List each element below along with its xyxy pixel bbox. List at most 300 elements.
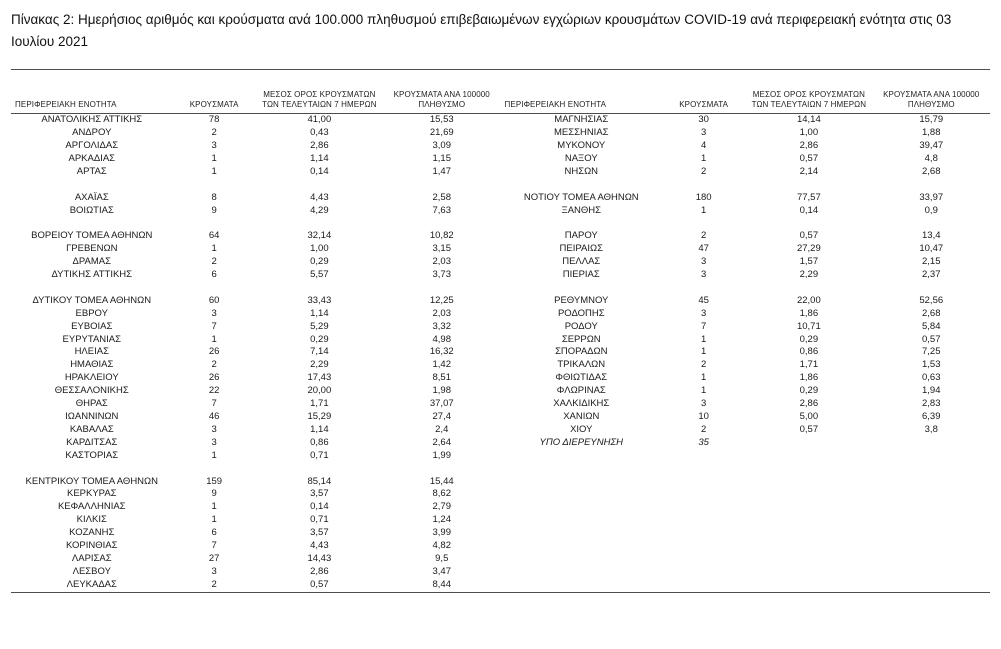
cell-avg7: 1,00 — [799, 127, 819, 139]
cell-avg7: 3,57 — [310, 488, 329, 500]
cell-cases: 35 — [698, 436, 709, 448]
table-row — [501, 385, 991, 398]
cell-cases: 2 — [211, 256, 217, 268]
col-header-region: ΠΕΡΙΦΕΡΕΙΑΚΗ ΕΝΟΤΗΤΑ — [504, 100, 607, 110]
col-header-avg7: ΜΕΣΟΣ ΟΡΟΣ ΚΡΟΥΣΜΑΤΩΝ ΤΩΝ ΤΕΛΕΥΤΑΙΩΝ 7 ΗΜΕΡΩΝ — [262, 90, 377, 110]
cell-cases: 26 — [208, 372, 220, 384]
table-row — [11, 334, 501, 347]
cell-region: ΠΕΛΛΑΣ — [562, 256, 601, 268]
cell-cases: 2 — [211, 578, 217, 590]
cell-avg7: 2,86 — [799, 398, 819, 410]
cell-region: ΑΝΔΡΟΥ — [72, 127, 112, 139]
cell-cases: 1 — [211, 152, 217, 164]
cell-region: ΒΟΡΕΙΟΥ ΤΟΜΕΑ ΑΘΗΝΩΝ — [31, 230, 153, 242]
cell-avg7: 0,29 — [310, 256, 329, 268]
cell-per100k: 4,98 — [432, 333, 451, 345]
table-spacer-row — [11, 282, 501, 295]
cell-avg7: 2,86 — [310, 140, 329, 151]
cell-per100k: 7,25 — [922, 346, 941, 358]
cell-avg7: 4,43 — [310, 540, 329, 552]
table-header-row — [11, 70, 990, 114]
table-row — [501, 321, 991, 334]
cell-avg7: 0,14 — [799, 204, 819, 216]
table-row — [11, 230, 501, 243]
cell-region: ΧΙΟΥ — [570, 423, 593, 435]
cell-per100k: 3,99 — [432, 527, 451, 539]
cell-per100k: 12,25 — [429, 294, 454, 306]
cell-cases: 1 — [700, 385, 707, 397]
cell-per100k: 2,4 — [435, 423, 449, 435]
table-row — [11, 192, 501, 205]
cell-per100k: 3,47 — [432, 565, 451, 577]
cell-per100k: 1,94 — [922, 385, 941, 397]
table-row — [11, 346, 501, 359]
cell-region: ΚΑΡΔΙΤΣΑΣ — [66, 436, 118, 448]
cell-region: ΚΑΒΑΛΑΣ — [69, 423, 114, 435]
table-row — [501, 127, 991, 140]
cell-avg7: 0,86 — [310, 436, 329, 448]
table-row — [11, 114, 501, 127]
cell-per100k: 1,47 — [432, 165, 451, 177]
table-row — [11, 527, 501, 540]
cell-avg7: 1,71 — [310, 398, 329, 410]
cell-cases: 159 — [206, 475, 223, 487]
cell-per100k: 3,15 — [432, 243, 451, 255]
cell-avg7: 0,14 — [310, 501, 329, 513]
cell-avg7: 0,57 — [310, 578, 329, 590]
cell-avg7: 0,71 — [310, 449, 329, 461]
cell-region — [11, 179, 173, 192]
cell-cases: 6 — [211, 527, 217, 539]
cell-avg7: 7,14 — [310, 346, 329, 358]
cell-region: ΗΜΑΘΙΑΣ — [70, 359, 114, 371]
table-row — [11, 437, 501, 450]
table-row — [11, 450, 501, 463]
cell-per100k: 2,64 — [432, 436, 451, 448]
cell-region — [11, 463, 173, 476]
cell-avg7: 0,57 — [799, 152, 819, 164]
table-row — [11, 308, 501, 321]
cell-avg7: 15,29 — [307, 410, 332, 422]
cell-avg7: 14,14 — [796, 114, 821, 126]
table-row — [11, 243, 501, 256]
cell-cases: 3 — [211, 423, 217, 435]
table-row — [501, 359, 991, 372]
table-spacer-row — [501, 282, 991, 295]
cell-region: ΒΟΙΩΤΙΑΣ — [69, 204, 114, 216]
cell-avg7: 2,29 — [310, 359, 329, 371]
cell-per100k: 2,68 — [922, 165, 941, 177]
cell-cases: 3 — [211, 307, 217, 319]
cell-per100k: 27,4 — [432, 410, 451, 422]
cell-avg7 — [745, 437, 872, 450]
cell-cases: 3 — [700, 127, 707, 139]
cell-per100k: 1,88 — [922, 127, 941, 139]
cell-per100k: 9,5 — [435, 552, 449, 564]
cell-region: ΕΒΡΟΥ — [75, 307, 108, 319]
table-row — [11, 269, 501, 282]
cell-per100k: 2,58 — [432, 191, 451, 203]
cell-cases: 9 — [211, 488, 217, 500]
cell-avg7: 14,43 — [307, 552, 332, 564]
cell-region: ΔΥΤΙΚΗΣ ΑΤΤΙΚΗΣ — [51, 269, 133, 281]
cell-per100k: 10,47 — [919, 243, 944, 255]
cell-cases — [662, 282, 745, 295]
table-row — [11, 385, 501, 398]
covid-regional-table — [11, 69, 990, 592]
table-row — [11, 540, 501, 553]
cell-region — [501, 217, 663, 230]
cell-region: ΑΧΑΪΑΣ — [74, 191, 109, 203]
cell-region: ΧΑΝΙΩΝ — [563, 410, 600, 422]
cell-cases: 1 — [700, 333, 707, 345]
cell-cases: 60 — [208, 294, 220, 306]
cell-region: ΔΡΑΜΑΣ — [72, 256, 111, 268]
cell-per100k: 1,42 — [432, 359, 451, 371]
cell-region: ΔΥΤΙΚΟΥ ΤΟΜΕΑ ΑΘΗΝΩΝ — [32, 294, 152, 306]
table-row — [11, 127, 501, 140]
cell-avg7: 27,29 — [796, 243, 821, 255]
table-row — [501, 437, 991, 450]
table-row — [11, 411, 501, 424]
table-row — [11, 256, 501, 269]
cell-per100k: 1,98 — [432, 385, 451, 397]
cell-cases: 26 — [208, 346, 220, 358]
cell-region: ΣΕΡΡΩΝ — [561, 333, 601, 345]
cell-avg7: 0,29 — [799, 333, 819, 345]
cell-region: ΝΗΣΩΝ — [564, 165, 599, 177]
cell-cases: 2 — [700, 165, 707, 177]
cell-per100k: 15,53 — [429, 114, 454, 126]
table-spacer-row — [11, 217, 501, 230]
table-row — [11, 553, 501, 566]
table-row — [501, 230, 991, 243]
cell-avg7: 0,57 — [799, 230, 819, 242]
cell-region: ΞΑΝΘΗΣ — [561, 204, 602, 216]
cell-avg7: 1,86 — [799, 307, 819, 319]
cell-region: ΛΕΣΒΟΥ — [72, 565, 111, 577]
cell-region: ΛΑΡΙΣΑΣ — [71, 552, 112, 564]
cell-avg7: 3,57 — [310, 527, 329, 539]
cell-per100k: 0,9 — [924, 204, 938, 216]
col-header-cases: ΚΡΟΥΣΜΑΤΑ — [189, 100, 239, 110]
cell-cases: 1 — [211, 333, 217, 345]
cell-avg7: 0,14 — [310, 165, 329, 177]
cell-per100k — [873, 217, 991, 230]
table-row — [501, 398, 991, 411]
cell-avg7 — [745, 282, 872, 295]
cell-avg7: 1,14 — [310, 423, 329, 435]
cell-avg7: 32,14 — [307, 230, 332, 242]
cell-per100k: 39,47 — [919, 140, 944, 151]
cell-per100k: 15,44 — [429, 475, 454, 487]
cell-per100k: 1,99 — [432, 449, 451, 461]
table-row — [11, 359, 501, 372]
cell-cases: 9 — [211, 204, 217, 216]
table-spacer-row — [11, 179, 501, 192]
table-row — [501, 346, 991, 359]
cell-region: ΜΑΓΝΗΣΙΑΣ — [554, 114, 609, 126]
cell-region: ΡΟΔΟΥ — [564, 320, 598, 332]
table-row — [11, 153, 501, 166]
col-header-avg7: ΜΕΣΟΣ ΟΡΟΣ ΚΡΟΥΣΜΑΤΩΝ ΤΩΝ ΤΕΛΕΥΤΑΙΩΝ 7 ΗΜΕΡΩΝ — [751, 90, 867, 110]
cell-cases: 2 — [211, 359, 217, 371]
cell-region: ΑΡΓΟΛΙΔΑΣ — [65, 140, 119, 151]
cell-cases: 4 — [700, 140, 707, 151]
cell-avg7: 77,57 — [796, 191, 821, 203]
cell-per100k: 7,63 — [432, 204, 451, 216]
cell-region: ΜΥΚΟΝΟΥ — [557, 140, 606, 151]
cell-cases: 2 — [700, 230, 707, 242]
cell-cases — [173, 463, 256, 476]
table-row — [501, 243, 991, 256]
cell-per100k: 2,03 — [432, 307, 451, 319]
table-spacer-row — [11, 463, 501, 476]
header-right-half — [501, 70, 991, 113]
cell-region: ΑΡΚΑΔΙΑΣ — [68, 152, 116, 164]
cell-cases: 27 — [208, 552, 220, 564]
cell-avg7 — [256, 217, 383, 230]
cell-per100k — [383, 179, 501, 192]
table-row — [501, 372, 991, 385]
cell-cases: 2 — [211, 127, 217, 139]
table-row — [11, 321, 501, 334]
cell-per100k: 52,56 — [919, 294, 944, 306]
cell-avg7: 1,71 — [799, 359, 819, 371]
cell-cases: 7 — [211, 320, 217, 332]
cell-cases: 45 — [698, 294, 709, 306]
cell-avg7: 1,00 — [310, 243, 329, 255]
cell-per100k: 4,8 — [924, 152, 938, 164]
cell-avg7: 1,14 — [310, 307, 329, 319]
cell-cases: 46 — [208, 410, 220, 422]
cell-cases: 6 — [211, 269, 217, 281]
cell-per100k: 16,32 — [429, 346, 454, 358]
cell-per100k: 37,07 — [429, 398, 454, 410]
cell-region: ΚΕΡΚΥΡΑΣ — [67, 488, 117, 500]
header-left-half — [11, 70, 501, 113]
table-row — [501, 334, 991, 347]
col-header-per100k: ΚΡΟΥΣΜΑΤΑ ΑΝΑ 100000 ΠΛΗΘΥΣΜΟ — [393, 90, 490, 110]
cell-cases: 7 — [700, 320, 707, 332]
cell-cases: 3 — [211, 565, 217, 577]
cell-region: ΘΕΣΣΑΛΟΝΙΚΗΣ — [54, 385, 129, 397]
table-row — [11, 424, 501, 437]
cell-region: ΥΠΟ ΔΙΕΡΕΥΝΗΣΗ — [539, 436, 624, 448]
cell-per100k: 8,51 — [432, 372, 451, 384]
cell-region: ΚΟΡΙΝΘΙΑΣ — [66, 540, 118, 552]
cell-avg7: 2,14 — [799, 165, 819, 177]
table-row — [11, 140, 501, 153]
table-title: Πίνακας 2: Ημερήσιος αριθμός και κρούσματα ανά 100.000 πληθυσμού επιβεβαιωμένων εγχώριων κρουσμάτων COVID-19 ανά περιφερειακή ενότητα στις 03 Ιουλίου 2021 — [11, 12, 952, 49]
cell-per100k: 2,83 — [922, 398, 941, 410]
cell-cases: 10 — [698, 410, 709, 422]
table-row — [501, 269, 991, 282]
cell-avg7: 41,00 — [307, 114, 332, 126]
cell-cases: 3 — [211, 436, 217, 448]
cell-cases: 1 — [700, 152, 707, 164]
cell-cases — [662, 217, 745, 230]
cell-region: ΙΩΑΝΝΙΝΩΝ — [65, 410, 119, 422]
cell-per100k: 1,53 — [922, 359, 941, 371]
cell-per100k — [873, 179, 991, 192]
cell-avg7: 2,86 — [799, 140, 819, 151]
cell-cases: 22 — [208, 385, 220, 397]
table-row — [501, 140, 991, 153]
cell-cases — [173, 282, 256, 295]
cell-per100k: 0,57 — [922, 333, 941, 345]
cell-avg7: 1,86 — [799, 372, 819, 384]
table-row — [11, 295, 501, 308]
cell-per100k: 2,79 — [432, 501, 451, 513]
table-row — [501, 205, 991, 218]
cell-per100k: 4,82 — [432, 540, 451, 552]
cell-cases: 2 — [700, 359, 707, 371]
cell-per100k: 3,8 — [924, 423, 938, 435]
cell-per100k: 2,15 — [922, 256, 941, 268]
cell-per100k — [873, 437, 991, 450]
cell-avg7 — [256, 179, 383, 192]
cell-cases — [173, 179, 256, 192]
table-row — [501, 295, 991, 308]
cell-cases — [662, 179, 745, 192]
cell-per100k: 6,39 — [922, 410, 941, 422]
table-row — [11, 205, 501, 218]
cell-per100k — [383, 463, 501, 476]
table-row — [501, 114, 991, 127]
table-row — [11, 579, 501, 592]
table-row — [501, 424, 991, 437]
cell-cases: 7 — [211, 540, 217, 552]
cell-avg7: 10,71 — [796, 320, 821, 332]
cell-cases: 180 — [695, 191, 712, 203]
cell-region: ΕΥΒΟΙΑΣ — [71, 320, 113, 332]
table-spacer-row — [501, 217, 991, 230]
cell-avg7: 17,43 — [307, 372, 332, 384]
cell-cases: 1 — [700, 204, 707, 216]
cell-per100k — [383, 217, 501, 230]
cell-per100k: 2,37 — [922, 269, 941, 281]
cell-avg7: 0,86 — [799, 346, 819, 358]
cell-avg7 — [256, 282, 383, 295]
cell-region: ΡΕΘΥΜΝΟΥ — [554, 294, 609, 306]
right-table — [501, 114, 991, 450]
cell-cases — [173, 217, 256, 230]
cell-region — [11, 282, 173, 295]
cell-region: ΛΕΥΚΑΔΑΣ — [66, 578, 117, 590]
cell-cases: 3 — [700, 398, 707, 410]
cell-avg7: 5,57 — [310, 269, 329, 281]
cell-avg7: 1,14 — [310, 152, 329, 164]
col-header-cases: ΚΡΟΥΣΜΑΤΑ — [679, 100, 729, 110]
cell-cases: 1 — [700, 346, 707, 358]
table-row — [11, 398, 501, 411]
cell-cases: 3 — [700, 307, 707, 319]
table-row — [501, 192, 991, 205]
cell-per100k: 3,32 — [432, 320, 451, 332]
cell-region: ΘΗΡΑΣ — [75, 398, 108, 410]
cell-cases: 2 — [700, 423, 707, 435]
cell-per100k: 0,63 — [922, 372, 941, 384]
table-row — [501, 411, 991, 424]
cell-per100k: 15,79 — [919, 114, 944, 126]
table-row — [501, 256, 991, 269]
table-row — [11, 372, 501, 385]
left-table — [11, 114, 501, 591]
cell-region: ΚΟΖΑΝΗΣ — [69, 527, 115, 539]
cell-cases: 7 — [211, 398, 217, 410]
cell-region — [501, 179, 663, 192]
cell-cases: 1 — [211, 514, 217, 526]
cell-per100k: 13,4 — [922, 230, 941, 242]
table-row — [11, 166, 501, 179]
cell-avg7: 5,29 — [310, 320, 329, 332]
cell-region: ΝΑΞΟΥ — [564, 152, 598, 164]
cell-per100k: 3,09 — [432, 140, 451, 151]
cell-per100k: 1,15 — [432, 152, 451, 164]
table-row — [501, 153, 991, 166]
cell-region: ΠΙΕΡΙΑΣ — [562, 269, 600, 281]
cell-region: ΓΡΕΒΕΝΩΝ — [66, 243, 118, 255]
cell-region: ΡΟΔΟΠΗΣ — [557, 307, 605, 319]
cell-region: ΚΑΣΤΟΡΙΑΣ — [65, 449, 119, 461]
cell-region: ΑΡΤΑΣ — [76, 165, 107, 177]
cell-per100k: 5,84 — [922, 320, 941, 332]
cell-cases: 47 — [698, 243, 709, 255]
cell-region — [501, 282, 663, 295]
cell-per100k — [873, 282, 991, 295]
cell-cases: 3 — [211, 140, 217, 151]
cell-region: ΚΕΝΤΡΙΚΟΥ ΤΟΜΕΑ ΑΘΗΝΩΝ — [25, 475, 158, 487]
cell-avg7: 5,00 — [799, 410, 819, 422]
cell-avg7: 0,43 — [310, 127, 329, 139]
cell-region: ΜΕΣΣΗΝΙΑΣ — [553, 127, 609, 139]
cell-region: ΤΡΙΚΑΛΩΝ — [557, 359, 606, 371]
cell-avg7: 20,00 — [307, 385, 332, 397]
cell-per100k: 8,44 — [432, 578, 451, 590]
cell-region — [11, 217, 173, 230]
cell-cases: 64 — [208, 230, 220, 242]
cell-region: ΚΕΦΑΛΛΗΝΙΑΣ — [57, 501, 126, 513]
cell-region: ΑΝΑΤΟΛΙΚΗΣ ΑΤΤΙΚΗΣ — [41, 114, 143, 126]
col-header-per100k: ΚΡΟΥΣΜΑΤΑ ΑΝΑ 100000 ΠΛΗΘΥΣΜΟ — [883, 90, 980, 110]
cell-per100k: 21,69 — [429, 127, 454, 139]
table-row — [11, 476, 501, 489]
cell-avg7 — [256, 463, 383, 476]
cell-region: ΕΥΡΥΤΑΝΙΑΣ — [62, 333, 122, 345]
cell-per100k: 1,24 — [432, 514, 451, 526]
cell-avg7: 33,43 — [307, 294, 332, 306]
cell-avg7: 0,29 — [310, 333, 329, 345]
table-row — [501, 166, 991, 179]
cell-region: ΣΠΟΡΑΔΩΝ — [555, 346, 608, 358]
table-spacer-row — [501, 179, 991, 192]
cell-avg7: 85,14 — [307, 475, 332, 487]
cell-avg7: 1,57 — [799, 256, 819, 268]
table-body — [11, 114, 990, 591]
cell-cases: 1 — [211, 501, 217, 513]
table-row — [11, 514, 501, 527]
cell-avg7: 22,00 — [796, 294, 821, 306]
cell-per100k — [383, 282, 501, 295]
cell-cases: 3 — [700, 256, 707, 268]
cell-per100k: 2,03 — [432, 256, 451, 268]
cell-cases: 1 — [211, 165, 217, 177]
cell-cases: 30 — [698, 114, 709, 126]
cell-avg7: 0,71 — [310, 514, 329, 526]
table-row — [11, 501, 501, 514]
cell-cases: 1 — [211, 243, 217, 255]
